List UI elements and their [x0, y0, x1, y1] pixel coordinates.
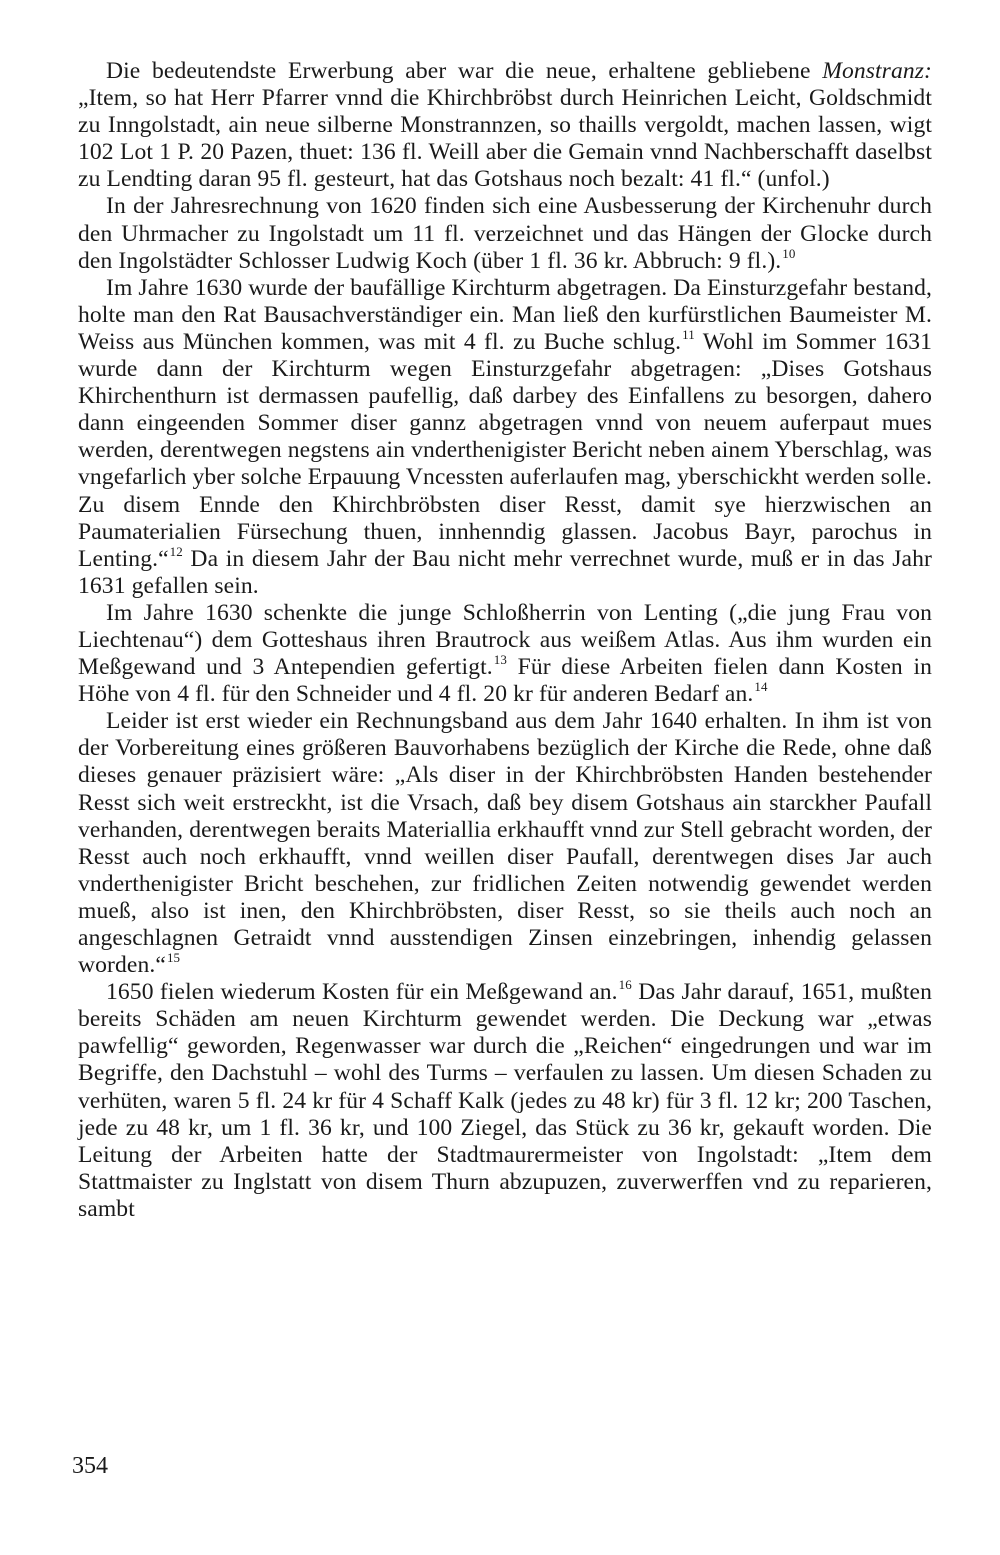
paragraph-kirchturm — [78, 275, 932, 600]
footnote-marker: 12 — [169, 543, 183, 559]
emphasis-term: Monstranz: — [822, 58, 932, 84]
paragraph-text: „Item, so hat Herr Pfarrer vnnd die Khirchbröbst durch Heinrichen Leicht, Goldschmidt zu Inngolstadt, ain neue silberne Monstrannzen, so thaills vergoldt, machen lassen, wigt 102 Lot 1 P. 20 Pazen, thuet: 136 fl. Weill aber die Gemain vnnd Nachberschafft daselbst zu Lendting daran 95 fl. gesteurt, hat das Gotshaus noch bezalt: 41 fl.“ (unfol.) — [78, 85, 932, 193]
footnote-marker: 16 — [618, 977, 632, 993]
paragraph-rechnungsband-1640 — [78, 708, 932, 979]
footnote-marker: 10 — [782, 245, 796, 261]
page-number: 354 — [72, 1453, 108, 1479]
footnote-marker: 14 — [754, 679, 768, 695]
page-body — [78, 58, 932, 1223]
paragraph-text: Da in diesem Jahr der Bau nicht mehr verrechnet wurde, muß er in das Jahr 1631 gefallen sein. — [78, 545, 932, 599]
paragraph-text: In der Jahresrechnung von 1620 finden sich eine Ausbesserung der Kirchenuhr durch den Uhrmacher zu Ingolstadt um 11 fl. verzeichnet und das Hängen der Glocke durch den Ingolstädter Schlosser Ludwig Koch (über 1 fl. 36 kr. Abbruch: 9 fl.). — [78, 193, 932, 274]
paragraph-text: Im Jahre 1630 wurde der baufällige Kirchturm abgetragen. Da Einsturzgefahr bestand, holte man den Rat Bausachverständiger ein. Man ließ den kurfürstlichen Baumeister M. Weiss aus München kommen, was mit 4 fl. zu Buche schlug. — [78, 274, 932, 355]
paragraph-kirchenuhr — [78, 193, 932, 274]
paragraph-text: Die bedeutendste Erwerbung aber war die neue, erhaltene gebliebene — [106, 58, 823, 84]
paragraph-text: 1650 fielen wiederum Kosten für ein Meßgewand an. — [106, 979, 618, 1006]
paragraph-text: Im Jahre 1630 schenkte die junge Schloßherrin von Lenting („die jung Frau von Liechtenau“) dem Gotteshaus ihren Brautrock aus weißem Atlas. Aus ihm wurden ein Meßgewand und 3 Antependien gefertigt. — [78, 599, 932, 681]
footnote-marker: 11 — [682, 327, 695, 343]
paragraph-messgewand-1650 — [78, 979, 932, 1223]
paragraph-text: Das Jahr darauf, 1651, mußten bereits Schäden am neuen Kirchturm gewendet werden. Die Deckung war „etwas pawfellig“ geworden, Regenwasser war durch die „Reichen“ eingedrungen und war im Begriffe, den Dachstuhl – wohl des Turms – verfaulen zu lassen. Um diesen Schaden zu verhüten, waren 5 fl. 24 kr für 4 Schaff Kalk (jedes zu 48 kr) für 3 fl. 12 kr; 200 Taschen, jede zu 48 kr, um 1 fl. 36 kr, und 100 Ziegel, das Stück zu 36 kr, gekauft worden. Die Leitung der Arbeiten hatte der Stadtmaurermeister von Ingolstadt: „Item dem Stattmaister zu Inglstatt von disem Thurn abzupuzen, zuverwerffen vnd zu reparieren, sambt — [78, 979, 933, 1222]
footnote-marker: 15 — [166, 950, 181, 966]
footnote-marker: 13 — [493, 652, 507, 668]
paragraph-text: Für diese Arbeiten fielen dann Kosten in Höhe von 4 fl. für den Schneider und 4 fl. 20 kr für anderen Bedarf an. — [78, 654, 932, 708]
paragraph-text: Wohl im Sommer 1631 wurde dann der Kirchturm wegen Einsturzgefahr abgetragen: „Dises Gotshaus Khirchenthurn ist dermassen paufellig, daß darbey des Einfallens zu besorgen, dahero dann eingeenden Sommer diser gannz abgetragen vnnd von neuem auferpaut mues werden, derentwegen negstens ain vnderthenigister Bericht neben ainem Yberschlag, was vngefarlich yber solche Erpauung Vncessten auferlaufen mag, yberschickht werden solle. Zu disem Ennde den Khirchbröbsten diser Resst, damit sye hierzwischen an Paumaterialien Fürsechung thuen, innhenndig glassen. Jacobus Bayr, parochus in Lenting.“ — [78, 328, 933, 572]
paragraph-brautrock — [78, 600, 932, 708]
paragraph-monstranz — [78, 58, 932, 193]
paragraph-text: Leider ist erst wieder ein Rechnungsband aus dem Jahr 1640 erhalten. In ihm ist von der Vorbereitung eines größeren Bauvorhabens bezüglich der Kirche die Rede, ohne daß dieses genauer präzisiert wäre: „Als diser in der Khirchbröbsten Handen bestehender Resst sich weit erstreckht, ist die Vrsach, daß bey disem Gotshaus ain starckher Paufall verhanden, derentwegen beraits Materiallia erkhaufft vnnd zur Stell gebracht worden, der Resst auch noch erkhaufft, vnnd weillen diser Paufall, derentwegen dises Jar auch vnderthenigister Bricht beschehen, zur fridlichen Zeiten notwendig gewendet werden mueß, also ist inen, den Khirchbröbsten, diser Resst, so sie theils auch noch an angeschlagnen Getraidt vnnd ausstendigen Zinsen einzebringen, inhendig gelassen worden.“ — [78, 708, 932, 979]
